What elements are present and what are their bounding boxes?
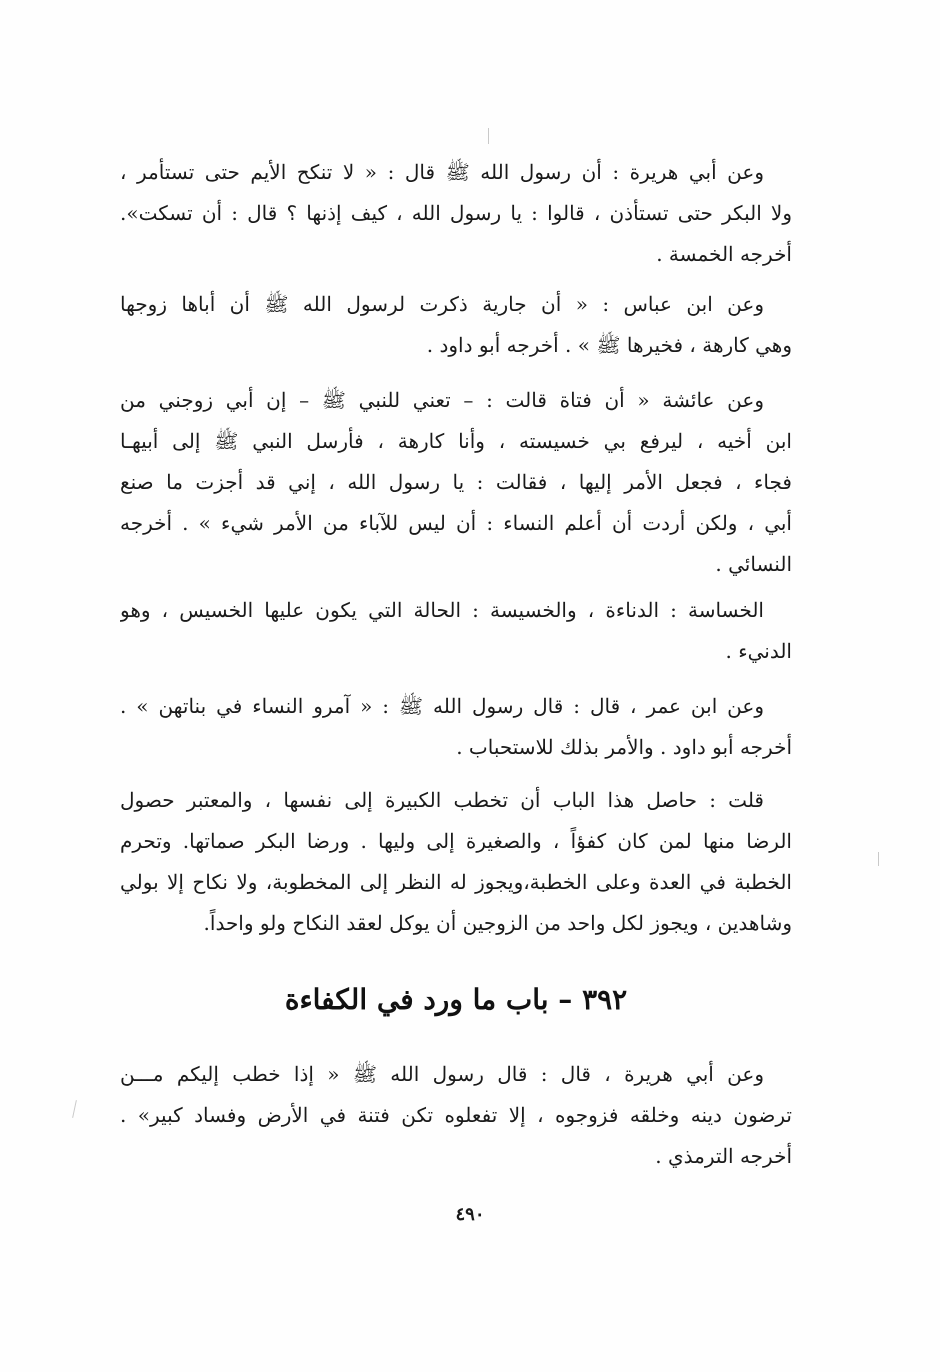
text-line: النسائي . (715, 552, 792, 576)
text-line: الرضا منها لمن كان كفؤاً ، والصغيرة إلى وليها . ورضا البكر صماتها. وتحرم (120, 829, 792, 853)
paragraph-aisha (120, 380, 792, 585)
scan-mark (488, 128, 489, 144)
text-line: فجاء ، فجعل الأمر إليها ، فقالت : يا رسول الله ، إني قد أجزت ما صنع (120, 470, 792, 494)
page-number: ٤٩٠ (455, 1204, 485, 1225)
text-line: وعن عائشة « أن فتاة قالت : – تعني للنبي ﷺ – إن أبي زوجني من (120, 388, 764, 412)
paragraph-summary (120, 780, 792, 944)
text-line: ولا البكر حتى تستأذن ، قالوا : يا رسول الله ، كيف إذنها ؟ قال : أن تسكت». (120, 201, 792, 225)
text-line: ابن أخيه ، ليرفع بي خسيسته ، وأنا كارهة ، فأرسل النبي ﷺ إلى أبيهـا (120, 429, 792, 453)
text-line: أبي ، ولكن أردت أن أعلم النساء : أن ليس للآباء من الأمر شيء » . أخرجه (120, 511, 792, 535)
text-line: أخرجه الترمذي . (655, 1144, 792, 1168)
paragraph-vocabulary-note (120, 590, 792, 672)
text-line: وشاهدين ، ويجوز لكل واحد من الزوجين أن يوكل لعقد النكاح ولو واحداً. (203, 911, 792, 935)
text-line: وعن أبي هريرة ، قال : قال رسول الله ﷺ « إذا خطب إليكم مـــن (120, 1062, 764, 1086)
paragraph-ibn-umar (120, 686, 792, 768)
text-line: ترضون دينه وخلقه فزوجوه ، إلا تفعلوه تكن فتنة في الأرض وفساد كبير» . (120, 1103, 792, 1127)
text-line: قلت : حاصل هذا الباب أن تخطب الكبيرة إلى نفسها ، والمعتبر حصول (120, 788, 764, 812)
text-line: الخطبة في العدة وعلى الخطبة،ويجوز له النظر إلى المخطوبة، ولا نكاح إلا بولي (120, 870, 792, 894)
text-line: وعن أبي هريرة : أن رسول الله ﷺ قال : « لا تنكح الأيم حتى تستأمر ، (120, 160, 764, 184)
scan-mark (878, 852, 879, 866)
chapter-heading: ٣٩٢ – باب ما ورد في الكفاءة (284, 983, 628, 1016)
paragraph-ibn-abbas (120, 284, 792, 366)
text-line: وعن ابن عمر ، قال : قال رسول الله ﷺ : « آمرو النساء في بناتهن » . (120, 694, 764, 718)
paragraph-abu-hurayra-marriage (120, 1054, 792, 1177)
text-line: أخرجه الخمسة . (656, 242, 792, 266)
text-line: وعن ابن عباس : « أن جارية ذكرت لرسول الله ﷺ أن أباها زوجها (120, 292, 764, 316)
scan-mark (72, 1100, 77, 1118)
paragraph-abu-hurayra-consent (120, 152, 792, 275)
text-line: أخرجه أبو داود . والأمر بذلك للاستحباب . (456, 735, 792, 759)
text-line: وهي كارهة ، فخيرها ﷺ » . أخرجه أبو داود . (426, 333, 792, 357)
text-line: الخساسة : الدناءة ، والخسيسة : الحالة التي يكون عليها الخسيس ، وهو (120, 598, 764, 622)
text-line: الدنيء . (725, 639, 792, 663)
